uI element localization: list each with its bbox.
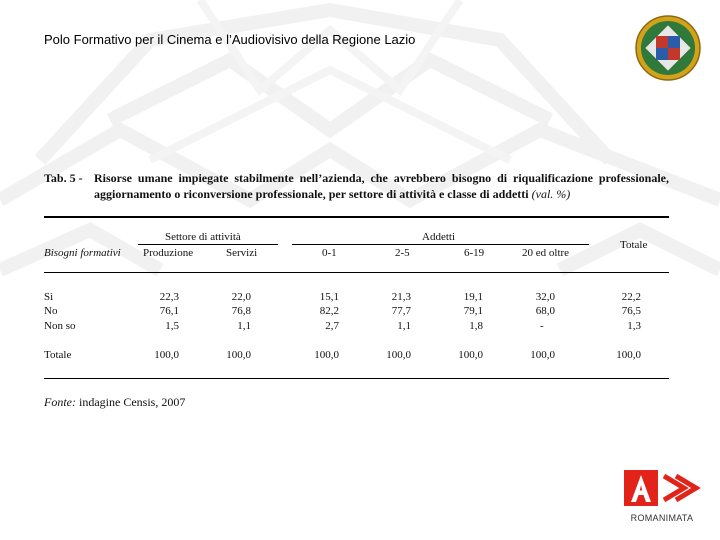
caption-text: Risorse umane impiegate stabilmente nell’azienda, che avrebbero bisogno di riqualificazione professionale, aggiornamento o riconversione professionale, per settore di attività e classe di addetti xyxy=(94,171,669,201)
cell-si-totale: 22,2 xyxy=(621,291,641,303)
regione-lazio-emblem xyxy=(634,14,702,82)
row-label-non-so: Non so xyxy=(44,320,76,332)
source-text: indagine Censis, 2007 xyxy=(79,395,186,409)
table-bottom-rule xyxy=(44,378,669,379)
page-title: Polo Formativo per il Cinema e l’Audiovisivo della Regione Lazio xyxy=(44,32,416,47)
cell-totale-totale: 100,0 xyxy=(616,349,641,361)
caption-note: (val. %) xyxy=(531,187,571,201)
data-table xyxy=(44,170,669,202)
cell-si-6-19: 19,1 xyxy=(463,291,483,303)
cell-totale-20-ed-oltre: 100,0 xyxy=(530,349,555,361)
table-caption xyxy=(44,170,669,202)
table-source xyxy=(44,395,185,410)
cell-no-0-1: 82,2 xyxy=(319,305,339,317)
cell-no-servizi: 76,8 xyxy=(231,305,251,317)
row-header-label: Bisogni formativi xyxy=(44,247,121,259)
logo-text: ROMANIMATA xyxy=(630,513,694,523)
group-header-settore: Settore di attività xyxy=(165,231,241,243)
cell-totale-produzione: 100,0 xyxy=(154,349,179,361)
cell-non-so-20-ed-oltre: - xyxy=(540,320,544,332)
column-header-2-5: 2-5 xyxy=(395,247,410,259)
cell-non-so-produzione: 1,5 xyxy=(165,320,179,332)
cell-non-so-servizi: 1,1 xyxy=(237,320,251,332)
column-header-6-19: 6-19 xyxy=(464,247,485,259)
cell-si-20-ed-oltre: 32,0 xyxy=(535,291,555,303)
column-header-servizi: Servizi xyxy=(226,247,258,259)
cell-non-so-0-1: 2,7 xyxy=(325,320,339,332)
column-header-0-1: 0-1 xyxy=(322,247,337,259)
group2-underline xyxy=(292,244,589,245)
cell-si-produzione: 22,3 xyxy=(159,291,179,303)
cell-non-so-totale: 1,3 xyxy=(627,320,641,332)
caption-label: Tab. 5 - xyxy=(44,171,83,185)
column-header-20-ed-oltre: 20 ed oltre xyxy=(522,247,570,259)
cell-no-totale: 76,5 xyxy=(621,305,641,317)
cell-no-2-5: 77,7 xyxy=(391,305,411,317)
group-header-addetti: Addetti xyxy=(422,231,455,243)
row-label-no: No xyxy=(44,305,58,317)
cell-totale-servizi: 100,0 xyxy=(226,349,251,361)
cell-si-2-5: 21,3 xyxy=(391,291,411,303)
source-label: Fonte: xyxy=(44,395,76,409)
group1-underline xyxy=(138,244,278,245)
table-top-rule xyxy=(44,216,669,218)
cell-si-servizi: 22,0 xyxy=(231,291,251,303)
cell-totale-0-1: 100,0 xyxy=(314,349,339,361)
cell-totale-6-19: 100,0 xyxy=(458,349,483,361)
row-label-totale: Totale xyxy=(44,349,72,361)
cell-totale-2-5: 100,0 xyxy=(386,349,411,361)
column-header-produzione: Produzione xyxy=(143,247,194,259)
column-header-total: Totale xyxy=(620,239,648,251)
cell-non-so-2-5: 1,1 xyxy=(397,320,411,332)
header-bottom-rule xyxy=(44,272,669,273)
row-label-si: Sì xyxy=(44,291,54,303)
cell-no-20-ed-oltre: 68,0 xyxy=(535,305,555,317)
cell-no-6-19: 79,1 xyxy=(463,305,483,317)
cell-no-produzione: 76,1 xyxy=(159,305,179,317)
cell-si-0-1: 15,1 xyxy=(319,291,339,303)
cell-non-so-6-19: 1,8 xyxy=(469,320,483,332)
